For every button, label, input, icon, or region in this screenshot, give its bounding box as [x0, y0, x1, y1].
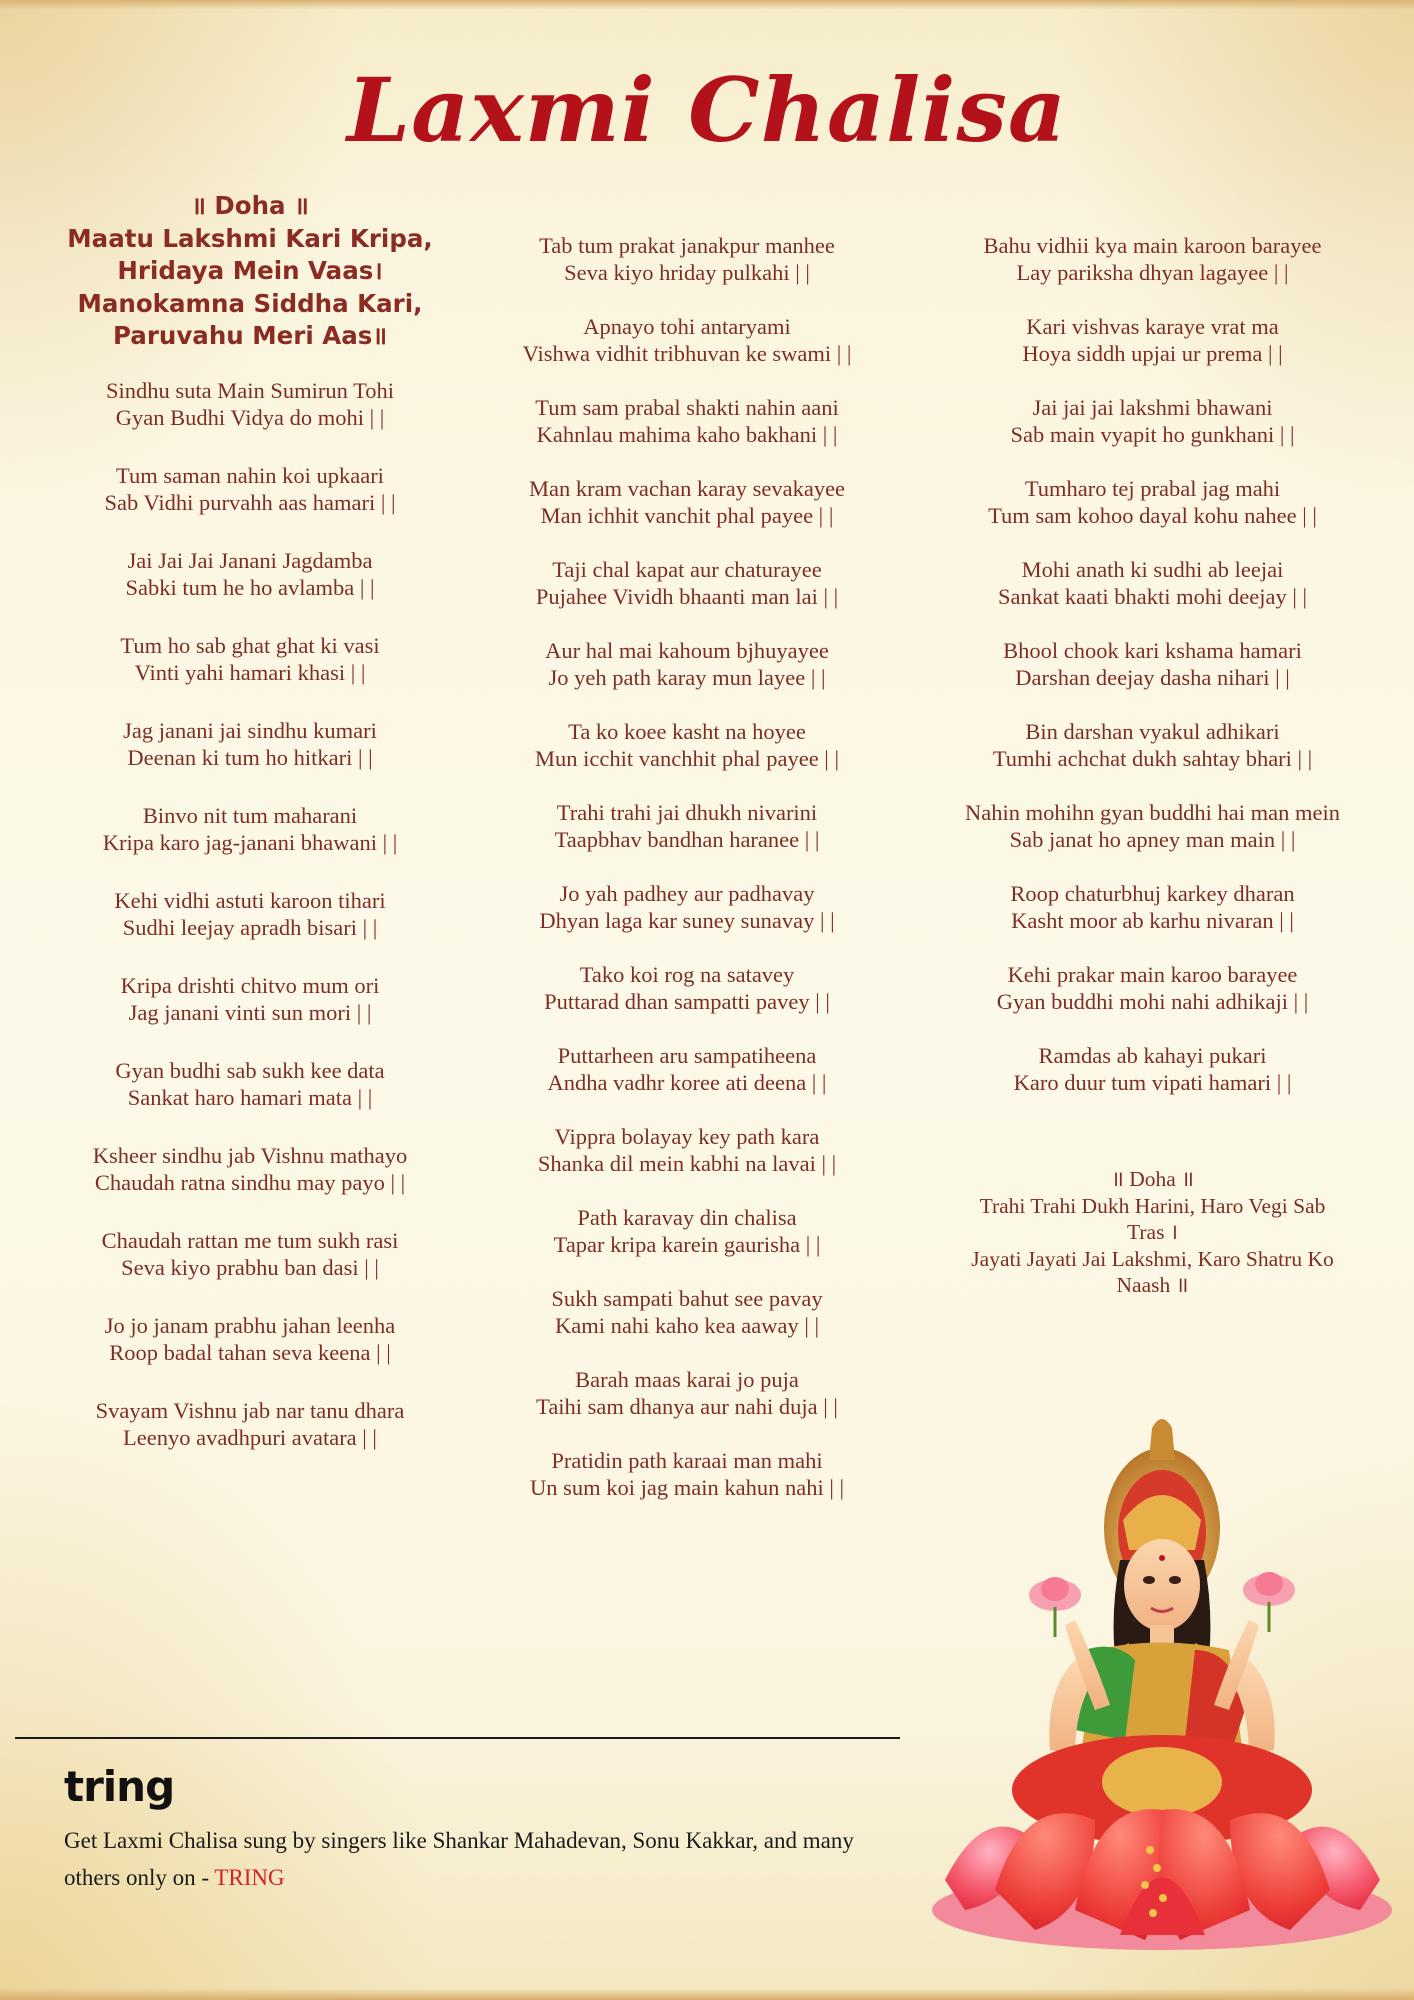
verse-line: Leenyo avadhpuri avatara | | — [123, 1424, 377, 1450]
verse-couplet — [25, 632, 475, 686]
verse-line: Bahu vidhii kya main karoon barayee — [983, 233, 1322, 258]
verse-line: Un sum koi jag main kahun nahi | | — [530, 1475, 844, 1500]
verse-line: Nahin mohihn gyan buddhi hai man mein — [965, 800, 1340, 825]
verse-line: Tumharo tej prabal jag mahi — [1024, 476, 1281, 501]
verse-couplet — [920, 961, 1385, 1015]
verse-couplet — [920, 556, 1385, 610]
tring-link[interactable]: TRING — [214, 1865, 285, 1890]
verse-line: Karo duur tum vipati hamari | | — [1013, 1070, 1292, 1095]
doha-closing-line: Tras । — [1127, 1220, 1178, 1244]
verse-line: Tab tum prakat janakpur manhee — [539, 233, 835, 258]
page-title: Laxmi Chalisa — [346, 58, 1068, 162]
verse-line: Jag janani jai sindhu kumari — [123, 717, 377, 743]
verse-line: Gyan budhi sab sukh kee data — [115, 1057, 385, 1083]
verse-line: Sukh sampati bahut see pavay — [551, 1286, 823, 1311]
promo-description: Get Laxmi Chalisa sung by singers like Shankar Mahadevan, Sonu Kakkar, and many others only on - — [64, 1828, 854, 1890]
verse-couplet — [920, 637, 1385, 691]
verse-couplet — [462, 556, 912, 610]
verse-line: Kripa karo jag-janani bhawani | | — [102, 829, 398, 855]
verse-line: Vippra bolayay key path kara — [554, 1124, 820, 1149]
doha-closing — [920, 1166, 1385, 1299]
verse-line: Kahnlau mahima kaho bakhani | | — [536, 422, 838, 447]
verse-couplet — [25, 1057, 475, 1111]
verse-couplet — [462, 1123, 912, 1177]
verse-line: Sab janat ho apney man main | | — [1009, 827, 1296, 852]
verse-line: Taihi sam dhanya aur nahi duja | | — [536, 1394, 838, 1419]
doha-closing-heading: ॥ Doha ॥ — [1110, 1167, 1195, 1191]
verse-couplet — [25, 1397, 475, 1451]
tring-logo[interactable]: tring — [64, 1762, 175, 1811]
verse-line: Bin darshan vyakul adhikari — [1025, 719, 1280, 744]
verse-couplet — [25, 462, 475, 516]
verse-line: Svayam Vishnu jab nar tanu dhara — [95, 1397, 405, 1423]
verse-line: Man ichhit vanchit phal payee | | — [540, 503, 834, 528]
verse-line: Jo yah padhey aur padhavay — [559, 881, 815, 906]
verse-line: Chaudah ratna sindhu may payo | | — [94, 1169, 406, 1195]
doha-intro-line: Paruvahu Meri Aas॥ — [112, 321, 388, 350]
verse-line: Sudhi leejay apradh bisari | | — [122, 914, 378, 940]
verse-couplet — [462, 718, 912, 772]
verse-line: Gyan Budhi Vidya do mohi | | — [115, 404, 385, 430]
doha-intro-line: Hridaya Mein Vaas। — [117, 256, 383, 285]
verse-line: Chaudah rattan me tum sukh rasi — [101, 1227, 399, 1253]
verse-line: Tum sam kohoo dayal kohu nahee | | — [988, 503, 1317, 528]
verse-line: Gyan buddhi mohi nahi adhikaji | | — [996, 989, 1309, 1014]
verse-list — [462, 232, 912, 1501]
verse-couplet — [25, 1312, 475, 1366]
verse-column-3 — [920, 232, 1385, 1123]
verse-line: Aur hal mai kahoum bjhuyayee — [545, 638, 829, 663]
verse-line: Sindhu suta Main Sumirun Tohi — [105, 377, 395, 403]
verse-line: Roop badal tahan seva keena | | — [109, 1339, 391, 1365]
verse-line: Jo yeh path karay mun layee | | — [548, 665, 826, 690]
verse-column-2 — [462, 232, 912, 1528]
doha-intro — [25, 190, 475, 353]
doha-intro-line: Manokamna Siddha Kari, — [77, 288, 423, 318]
verse-line: Tum saman nahin koi upkaari — [116, 462, 384, 488]
verse-line: Roop chaturbhuj karkey dharan — [1010, 881, 1295, 906]
verse-couplet — [25, 972, 475, 1026]
verse-line: Kripa drishti chitvo mum ori — [120, 972, 380, 998]
verse-line: Vishwa vidhit tribhuvan ke swami | | — [522, 341, 852, 366]
verse-couplet — [25, 1142, 475, 1196]
verse-couplet — [462, 394, 912, 448]
verse-line: Tapar kripa karein gaurisha | | — [553, 1232, 821, 1257]
verse-line: Pujahee Vividh bhaanti man lai | | — [535, 584, 839, 609]
verse-line: Andha vadhr koree ati deena | | — [547, 1070, 827, 1095]
verse-couplet — [462, 637, 912, 691]
verse-couplet — [920, 799, 1385, 853]
verse-line: Sabki tum he ho avlamba | | — [125, 574, 375, 600]
verse-couplet — [462, 475, 912, 529]
verse-couplet — [462, 313, 912, 367]
verse-list — [25, 377, 475, 1451]
verse-couplet — [25, 887, 475, 941]
verse-couplet — [462, 1447, 912, 1501]
verse-line: Bhool chook kari kshama hamari — [1003, 638, 1302, 663]
verse-line: Ta ko koee kasht na hoyee — [568, 719, 806, 744]
verse-line: Pratidin path karaai man mahi — [551, 1448, 823, 1473]
verse-line: Tumhi achchat dukh sahtay bhari | | — [992, 746, 1313, 771]
verse-line: Ramdas ab kahayi pukari — [1038, 1043, 1267, 1068]
verse-list — [920, 232, 1385, 1096]
paper-edge-top — [0, 0, 1414, 10]
verse-couplet — [462, 880, 912, 934]
verse-couplet — [462, 232, 912, 286]
verse-line: Seva kiyo hriday pulkahi | | — [564, 260, 810, 285]
verse-line: Sab main vyapit ho gunkhani | | — [1010, 422, 1295, 447]
promo-text — [64, 1822, 904, 1896]
verse-line: Vinti yahi hamari khasi | | — [134, 659, 366, 685]
verse-line: Shanka dil mein kabhi na lavai | | — [537, 1151, 837, 1176]
verse-couplet — [920, 232, 1385, 286]
verse-couplet — [25, 802, 475, 856]
verse-couplet — [25, 717, 475, 771]
verse-couplet — [462, 1366, 912, 1420]
paper-edge-bottom — [0, 1988, 1414, 2000]
verse-couplet — [462, 1285, 912, 1339]
verse-couplet — [920, 718, 1385, 772]
verse-line: Dhyan laga kar suney sunavay | | — [539, 908, 835, 933]
verse-line: Trahi trahi jai dhukh nivarini — [556, 800, 818, 825]
verse-line: Ksheer sindhu jab Vishnu mathayo — [92, 1142, 408, 1168]
verse-couplet — [462, 961, 912, 1015]
verse-line: Tum sam prabal shakti nahin aani — [535, 395, 839, 420]
verse-couplet — [25, 377, 475, 431]
verse-line: Kasht moor ab karhu nivaran | | — [1011, 908, 1294, 933]
verse-line: Kehi prakar main karoo barayee — [1007, 962, 1298, 987]
verse-line: Sankat kaati bhakti mohi deejay | | — [998, 584, 1307, 609]
verse-line: Tako koi rog na satavey — [579, 962, 795, 987]
verse-line: Binvo nit tum maharani — [142, 802, 358, 828]
verse-line: Puttarheen aru sampatiheena — [557, 1043, 817, 1068]
verse-line: Path karavay din chalisa — [577, 1205, 797, 1230]
verse-line: Kami nahi kaho kea aaway | | — [555, 1313, 819, 1338]
doha-closing-line: Naash ॥ — [1116, 1273, 1189, 1297]
verse-line: Mun icchit vanchhit phal payee | | — [535, 746, 839, 771]
verse-line: Jai Jai Jai Janani Jagdamba — [127, 547, 373, 573]
verse-line: Lay pariksha dhyan lagayee | | — [1016, 260, 1289, 285]
verse-line: Sab Vidhi purvahh aas hamari | | — [104, 489, 396, 515]
verse-couplet — [920, 475, 1385, 529]
verse-line: Jo jo janam prabhu jahan leenha — [104, 1312, 396, 1338]
verse-line: Seva kiyo prabhu ban dasi | | — [121, 1254, 379, 1280]
doha-intro-line: Maatu Lakshmi Kari Kripa, — [67, 223, 433, 253]
doha-closing-line: Jayati Jayati Jai Lakshmi, Karo Shatru Ko — [971, 1246, 1334, 1271]
verse-line: Kehi vidhi astuti karoon tihari — [114, 887, 386, 913]
verse-line: Man kram vachan karay sevakayee — [528, 476, 846, 501]
footer-divider — [15, 1737, 900, 1739]
verse-couplet — [920, 1042, 1385, 1096]
verse-line: Jai jai jai lakshmi bhawani — [1032, 395, 1273, 420]
verse-line: Barah maas karai jo puja — [575, 1367, 799, 1392]
verse-line: Taapbhav bandhan haranee | | — [554, 827, 820, 852]
verse-column-1 — [25, 190, 475, 1482]
doha-intro-heading: ॥ Doha ॥ — [191, 191, 309, 220]
verse-line: Jag janani vinti sun mori | | — [128, 999, 372, 1025]
verse-line: Sankat haro hamari mata | | — [127, 1084, 373, 1110]
verse-line: Mohi anath ki sudhi ab leejai — [1021, 557, 1284, 582]
verse-couplet — [25, 547, 475, 601]
verse-line: Apnayo tohi antaryami — [583, 314, 791, 339]
verse-couplet — [920, 313, 1385, 367]
goddess-lakshmi-on-lotus-icon — [925, 1410, 1400, 1955]
verse-line: Hoya siddh upjai ur prema | | — [1022, 341, 1283, 366]
verse-couplet — [462, 799, 912, 853]
verse-line: Kari vishvas karaye vrat ma — [1026, 314, 1279, 339]
verse-couplet — [25, 1227, 475, 1281]
verse-couplet — [920, 394, 1385, 448]
verse-line: Deenan ki tum ho hitkari | | — [127, 744, 373, 770]
verse-line: Tum ho sab ghat ghat ki vasi — [120, 632, 380, 658]
verse-couplet — [462, 1204, 912, 1258]
verse-line: Taji chal kapat aur chaturayee — [552, 557, 822, 582]
verse-line: Puttarad dhan sampatti pavey | | — [544, 989, 830, 1014]
verse-couplet — [462, 1042, 912, 1096]
verse-line: Darshan deejay dasha nihari | | — [1015, 665, 1290, 690]
doha-closing-line: Trahi Trahi Dukh Harini, Haro Vegi Sab — [979, 1193, 1326, 1218]
verse-couplet — [920, 880, 1385, 934]
